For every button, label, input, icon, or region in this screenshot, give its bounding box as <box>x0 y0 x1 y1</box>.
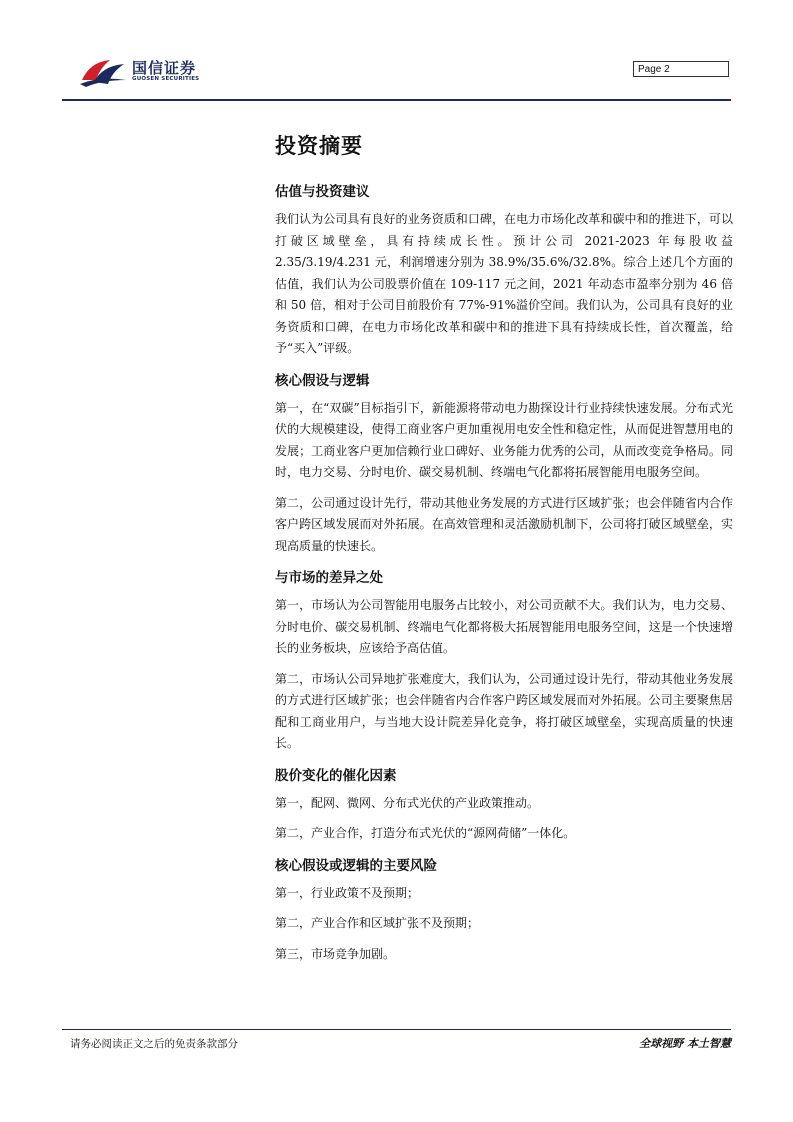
paragraph: 第一，市场认为公司智能用电服务占比较小，对公司贡献不大。我们认为，电力交易、分时电价、碳交易机制、终端电气化都将极大拓展智能用电服务空间，这是一个快速增长的业务板块，应该给予高估值。 <box>275 598 733 655</box>
paragraph: 第二，产业合作，打造分布式光伏的“源网荷储”一体化。 <box>275 826 576 840</box>
paragraph: 第二，产业合作和区域扩张不及预期； <box>275 916 480 930</box>
paragraph: 第二，公司通过设计先行，带动其他业务发展的方式进行区域扩张；也会伴随省内合作客户跨区域发展而对外拓展。在高效管理和灵活激励机制下，公司将打破区域壁垒，实现高质量的快速长。 <box>275 495 733 553</box>
main-content <box>275 130 733 974</box>
logo-english-name: GUOSEN SECURITIES <box>132 76 200 82</box>
page-header <box>0 0 793 100</box>
section-core-assumptions <box>275 369 733 558</box>
section-valuation <box>275 180 733 360</box>
logo-mark-icon <box>80 54 128 88</box>
section-heading: 估值与投资建议 <box>275 184 370 200</box>
section-heading: 核心假设与逻辑 <box>275 372 370 389</box>
paragraph: 第三，市场竞争加剧。 <box>275 946 396 961</box>
paragraph: 第一，行业政策不及预期； <box>275 885 420 900</box>
section-heading: 与市场的差异之处 <box>275 570 383 586</box>
paragraph: 第一，在“双碳”目标指引下，新能源将带动电力勘探设计行业持续快速发展。分布式光伏的大规模建设，使得工商业客户更加重视用电安全性和稳定性，从而促进智慧用电的发展；工商业客户更加信赖行业口碑好、业务能力优秀的公司，从而改变竞争格局。同时，电力交易、分时电价、碳交易机制、终端电气化都将拓展智能用电服务空间。 <box>275 400 733 479</box>
logo-chinese-name: 国信证券 <box>132 59 197 77</box>
footer-divider <box>62 1029 731 1030</box>
section-heading: 核心假设或逻辑的主要风险 <box>275 857 437 874</box>
section-heading: 股价变化的催化因素 <box>275 767 397 784</box>
page-number-box: Page 2 <box>633 61 729 77</box>
company-logo <box>80 54 220 88</box>
section-catalysts <box>275 764 733 845</box>
section-market-differences <box>275 566 733 755</box>
section-risks <box>275 854 733 966</box>
footer-slogan: 全球视野 本土智慧 <box>639 1037 731 1050</box>
header-divider <box>62 99 731 101</box>
paragraph: 第二，市场认公司异地扩张难度大，我们认为，公司通过设计先行，带动其他业务发展的方式进行区域扩张；也会伴随省内合作客户跨区域发展而对外拓展。公司主要聚焦居配和工商业用户，与当地大设计院差异化竞争，将打破区域壁垒，实现高质量的快速长。 <box>275 671 733 750</box>
footer-disclaimer: 请务必阅读正文之后的免责条款部分 <box>70 1038 238 1050</box>
paragraph: 我们认为公司具有良好的业务资质和口碑，在电力市场化改革和碳中和的推进下，可以打破区域壁垒，具有持续成长性。预计公司 2021-2023 年每股收益 2.35/3.19/4.231 元，利润增速分别为 38.9%/35.6%/32.8%。综合上述几个方面的估值，我们认为公司股票价值在 109-117 元之间，2021 年动态市盈率分别为 46 倍和 50 倍，相对于公司目前股价有 77%-91%溢价空间。我们认为，公司具有良好的业务资质和口碑，在电力市场化改革和碳中和的推进下具有持续成长性，首次覆盖，给予“买入”评级。 <box>275 212 733 355</box>
paragraph: 第一，配网、微网、分布式光伏的产业政策推动。 <box>275 795 540 810</box>
page-title: 投资摘要 <box>275 134 363 158</box>
